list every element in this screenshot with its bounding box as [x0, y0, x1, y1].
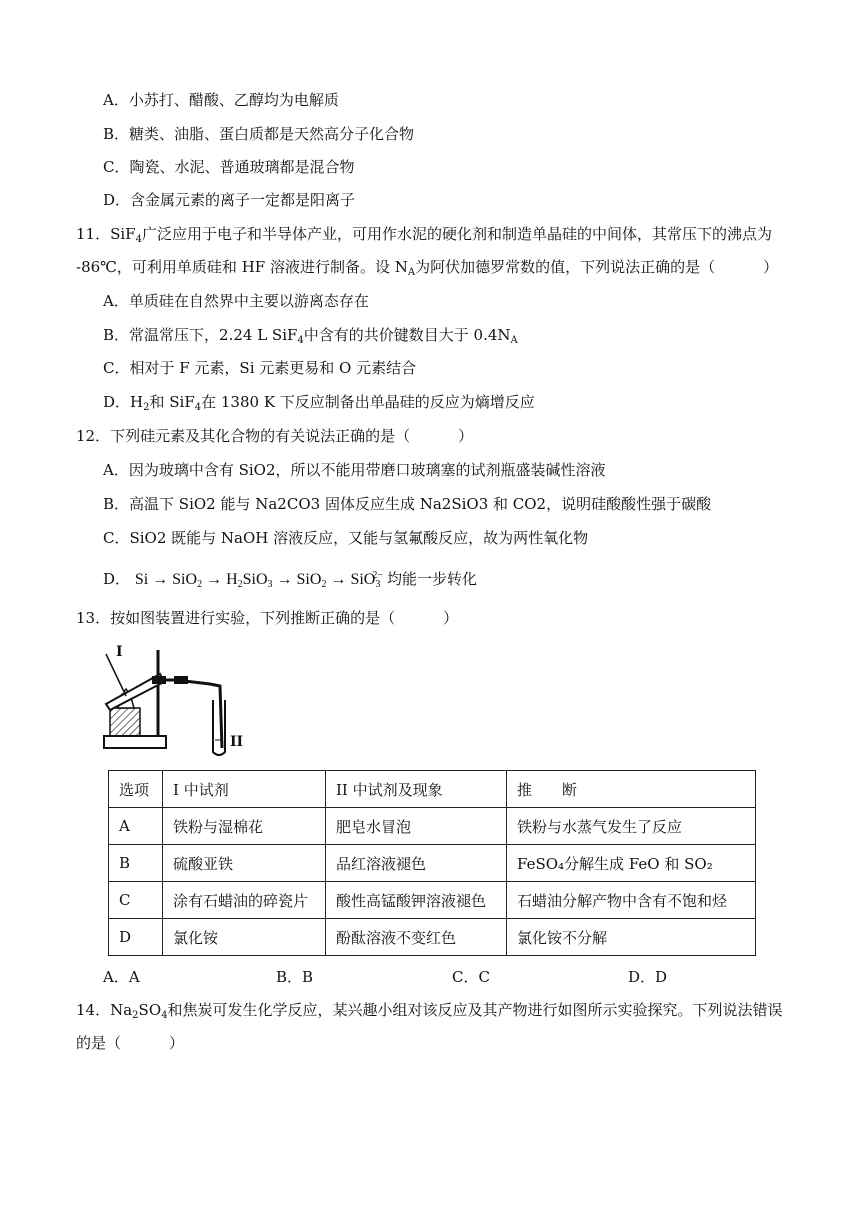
q11-option-d: D．$H_2$和 SiF$_4$在 1380 K 下反应制备出单晶硅的反应为熵增反应 [103, 393, 535, 413]
q12-option-c: C．SiO2 既能与 NaOH 溶液反应，又能与氢氟酸反应，故为两性氧化物 [103, 529, 589, 547]
q13-choice-b[interactable]: B．B [276, 968, 314, 986]
table-cell: 肥皂水冒泡 [326, 808, 507, 845]
table-row [109, 845, 756, 882]
q13-choice-a[interactable]: A．A [103, 968, 140, 986]
table-cell: D [109, 919, 163, 956]
q12-option-a: A．因为玻璃中含有 SiO2，所以不能用带磨口玻璃塞的试剂瓶盛装碱性溶液 [103, 461, 606, 479]
table-cell: 石蜡油分解产物中含有不饱和烃 [507, 882, 756, 919]
apparatus-diagram [100, 644, 260, 756]
table-row [109, 919, 756, 956]
table-row [109, 882, 756, 919]
table-cell: 酚酞溶液不变红色 [326, 919, 507, 956]
table-header-cell: II 中试剂及现象 [326, 771, 507, 808]
q13-choice-d[interactable]: D．D [628, 968, 668, 986]
experiment-table [108, 770, 756, 956]
q10-option-c: C．陶瓷、水泥、普通玻璃都是混合物 [103, 158, 355, 176]
q12-option-b: B．高温下 SiO2 能与 Na2CO3 固体反应生成 Na2SiO3 和 CO2，说明硅酸酸性强于碳酸 [103, 495, 712, 513]
table-cell: 铁粉与湿棉花 [163, 808, 326, 845]
table-header-row [109, 771, 756, 808]
q12-stem: 12．下列硅元素及其化合物的有关说法正确的是（ ） [76, 427, 474, 445]
label-i: I [116, 644, 123, 660]
table-cell: 硫酸亚铁 [163, 845, 326, 882]
q10-option-a: A．小苏打、醋酸、乙醇均为电解质 [103, 91, 339, 109]
table-row [109, 808, 756, 845]
table-cell: 氯化铵 [163, 919, 326, 956]
q10-option-b: B．糖类、油脂、蛋白质都是天然高分子化合物 [103, 125, 415, 143]
q12-option-d-formula: $Si \to SiO_2 \to H_2SiO_3 \to SiO_2 \to SiO_3^{2-}$ [134, 570, 383, 590]
q13-choices [103, 966, 743, 986]
table-cell: 品红溶液褪色 [326, 845, 507, 882]
table-cell: 氯化铵不分解 [507, 919, 756, 956]
table-header-cell: I 中试剂 [163, 771, 326, 808]
q11-option-b: B．常温常压下，2.24 L SiF$_4$中含有的共价键数目大于 $0.4N_A$ [103, 326, 518, 346]
table-cell: C [109, 882, 163, 919]
q13-stem: 13．按如图装置进行实验，下列推断正确的是（ ） [76, 609, 459, 627]
table-cell: B [109, 845, 163, 882]
q13-choice-c[interactable]: C．C [452, 968, 490, 986]
q11-stem-line2: -86℃，可利用单质硅和 HF 溶液进行制备。设 $N_A$为阿伏加德罗常数的值，下列说法正确的是（ ） [76, 258, 779, 278]
label-ii: II [230, 734, 244, 750]
table-cell: A [109, 808, 163, 845]
q11-option-c: C．相对于 F 元素，Si 元素更易和 O 元素结合 [103, 359, 417, 377]
q11-option-a: A．单质硅在自然界中主要以游离态存在 [103, 292, 369, 310]
q14-stem-line1: 14．$Na_2SO_4$和焦炭可发生化学反应，某兴趣小组对该反应及其产物进行如图所示实验探究。下列说法错误 [76, 1001, 783, 1021]
table-cell: 铁粉与水蒸气发生了反应 [507, 808, 756, 845]
q10-option-d: D．含金属元素的离子一定都是阳离子 [103, 191, 356, 209]
table-cell: 酸性高锰酸钾溶液褪色 [326, 882, 507, 919]
q12-option-d: D． $Si \to SiO_2 \to H_2SiO_3 \to SiO_2 \to SiO_3^{2-}$ 均能一步转化 [103, 570, 477, 590]
table-header-cell: 选项 [109, 771, 163, 808]
q14-stem-line2: 的是（ ） [76, 1034, 185, 1052]
table-cell: FeSO₄分解生成 FeO 和 SO₂ [507, 845, 756, 882]
q11-stem-line1: 11．SiF$_4$广泛应用于电子和半导体产业，可用作水泥的硬化剂和制造单晶硅的中间体，其常压下的沸点为 [76, 225, 772, 245]
table-header-cell: 推 断 [507, 771, 756, 808]
table-cell: 涂有石蜡油的碎瓷片 [163, 882, 326, 919]
